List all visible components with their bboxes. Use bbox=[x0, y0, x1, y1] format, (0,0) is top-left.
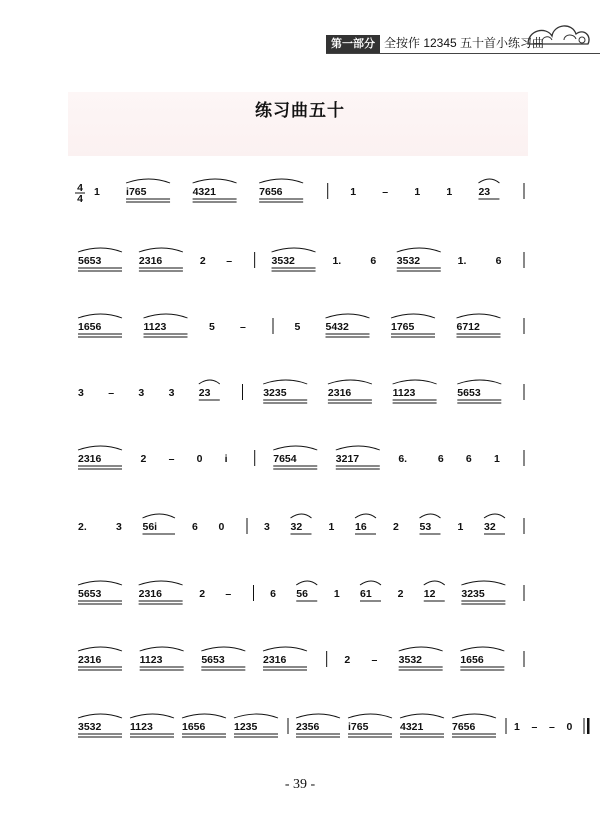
note-group: 6 bbox=[192, 521, 198, 533]
slur bbox=[355, 514, 376, 518]
slur bbox=[78, 714, 122, 718]
note-group: 2 bbox=[199, 588, 206, 600]
note-group: 1 bbox=[350, 186, 357, 198]
note-group: 2316 bbox=[78, 654, 102, 666]
note-group: 1 bbox=[333, 588, 340, 600]
note-group: 1656 bbox=[460, 654, 484, 666]
slur bbox=[291, 514, 312, 518]
note-group: 5653 bbox=[457, 387, 481, 399]
note-group: 5653 bbox=[78, 255, 102, 267]
note-group: 1123 bbox=[130, 721, 153, 733]
slur bbox=[272, 248, 316, 252]
slur bbox=[296, 714, 340, 718]
slur bbox=[139, 581, 183, 585]
slur bbox=[193, 179, 237, 183]
note-group: 1 bbox=[414, 186, 421, 198]
note-group: 1123 bbox=[392, 387, 416, 399]
note-group: 7656 bbox=[452, 721, 476, 733]
note-group: 4321 bbox=[192, 186, 216, 198]
note-group: 3532 bbox=[398, 654, 423, 666]
note-group: 3532 bbox=[271, 255, 295, 267]
slur bbox=[259, 179, 303, 183]
note-group: 1 bbox=[328, 521, 335, 533]
slur bbox=[143, 514, 176, 518]
note-group: 1765 bbox=[391, 321, 415, 333]
slur bbox=[144, 314, 188, 318]
note-group: 1 bbox=[514, 721, 520, 733]
slur bbox=[336, 446, 380, 450]
note-group: 1 bbox=[446, 186, 453, 198]
time-signature-top: 4 bbox=[77, 182, 83, 194]
note-group: – bbox=[371, 654, 378, 666]
note-group: 12 bbox=[423, 588, 436, 600]
note-group: 6 bbox=[495, 255, 502, 267]
slur bbox=[78, 314, 122, 318]
slur bbox=[201, 647, 245, 651]
note-group: – bbox=[168, 453, 175, 465]
note-group: 2 bbox=[397, 588, 404, 600]
slur bbox=[140, 647, 184, 651]
time-signature-bottom: 4 bbox=[77, 193, 83, 205]
note-group: 6 bbox=[270, 588, 276, 600]
slur bbox=[326, 314, 370, 318]
note-group: 7656 bbox=[259, 186, 283, 198]
slur bbox=[397, 248, 441, 252]
note-group: 1 bbox=[457, 521, 464, 533]
note-group: 6 bbox=[465, 453, 472, 465]
note-group: 16 bbox=[355, 521, 367, 533]
note-group: 1123 bbox=[143, 321, 167, 333]
note-group: 53 bbox=[419, 521, 432, 533]
note-group: 3217 bbox=[335, 453, 360, 465]
note-group: 2316 bbox=[327, 387, 352, 399]
slur bbox=[234, 714, 278, 718]
slur bbox=[182, 714, 226, 718]
note-group: i765 bbox=[348, 721, 369, 733]
note-group: 23 bbox=[198, 387, 211, 399]
note-group: 6 bbox=[370, 255, 377, 267]
note-group: 3235 bbox=[263, 387, 287, 399]
note-group: 2 bbox=[393, 521, 399, 533]
note-group: 3 bbox=[138, 387, 145, 399]
note-group: 6 bbox=[437, 453, 444, 465]
note-group: 6. bbox=[398, 453, 408, 465]
slur bbox=[78, 581, 122, 585]
slur bbox=[296, 581, 317, 585]
note-group: 2 bbox=[199, 255, 206, 267]
slur bbox=[457, 314, 501, 318]
note-group: – bbox=[549, 721, 555, 733]
slur bbox=[452, 714, 496, 718]
note-group: i765 bbox=[126, 186, 147, 198]
note-group: 61 bbox=[360, 588, 372, 600]
note-group: 2356 bbox=[296, 721, 320, 733]
note-group: 5653 bbox=[201, 654, 225, 666]
note-group: 5 bbox=[294, 321, 301, 333]
note-group: 7654 bbox=[273, 453, 297, 465]
note-group: – bbox=[225, 588, 232, 600]
running-header-title: 全按作 12345 五十首小练习曲 bbox=[384, 36, 545, 50]
note-group: 0 bbox=[218, 521, 225, 533]
note-group: 1656 bbox=[182, 721, 206, 733]
slur bbox=[126, 179, 170, 183]
slur bbox=[457, 380, 501, 384]
slur bbox=[391, 314, 435, 318]
part-badge: 第一部分 bbox=[326, 35, 380, 53]
note-group: 1235 bbox=[234, 721, 258, 733]
note-group: 2316 bbox=[78, 453, 102, 465]
note-group: 5653 bbox=[78, 588, 102, 600]
slur bbox=[478, 179, 499, 183]
slur bbox=[461, 581, 505, 585]
slur bbox=[460, 647, 504, 651]
slur bbox=[399, 647, 443, 651]
note-group: 2. bbox=[78, 521, 87, 533]
note-group: 56i bbox=[142, 521, 158, 533]
note-group: 3532 bbox=[396, 255, 421, 267]
note-group: 2 bbox=[140, 453, 147, 465]
slur bbox=[78, 248, 122, 252]
slur bbox=[139, 248, 183, 252]
note-group: – bbox=[108, 387, 115, 399]
note-group: 2316 bbox=[138, 255, 163, 267]
slur bbox=[328, 380, 372, 384]
slur bbox=[199, 380, 220, 384]
note-group: 1. bbox=[332, 255, 342, 267]
note-group: 4321 bbox=[400, 721, 424, 733]
slur bbox=[484, 514, 505, 518]
note-group: 1656 bbox=[78, 321, 102, 333]
note-group: i bbox=[224, 453, 228, 465]
note-group: – bbox=[240, 321, 246, 333]
note-group: – bbox=[226, 255, 233, 267]
page-title: 练习曲五十 bbox=[255, 101, 345, 121]
slur bbox=[424, 581, 445, 585]
note-group: 3532 bbox=[78, 721, 102, 733]
note-group: 1 bbox=[94, 186, 100, 198]
slur bbox=[130, 714, 174, 718]
slur bbox=[78, 446, 122, 450]
note-group: – bbox=[531, 721, 538, 733]
note-group: 0 bbox=[566, 721, 573, 733]
slur bbox=[360, 581, 381, 585]
note-group: 3 bbox=[168, 387, 175, 399]
note-group: 3 bbox=[264, 521, 270, 533]
note-group: 1123 bbox=[139, 654, 163, 666]
note-group: 3235 bbox=[461, 588, 485, 600]
note-group: 5432 bbox=[325, 321, 349, 333]
note-group: 2316 bbox=[138, 588, 162, 600]
final-barline-thick bbox=[587, 718, 590, 734]
slur bbox=[400, 714, 444, 718]
slur bbox=[263, 647, 307, 651]
note-group: 6712 bbox=[456, 321, 480, 333]
note-group: 32 bbox=[290, 521, 303, 533]
page-number: - 39 - bbox=[284, 777, 316, 792]
note-group: 0 bbox=[196, 453, 203, 465]
note-group: 2 bbox=[344, 654, 351, 666]
slur bbox=[348, 714, 392, 718]
note-group: 3 bbox=[78, 387, 84, 399]
note-group: 3 bbox=[116, 521, 122, 533]
slur bbox=[273, 446, 317, 450]
note-group: 23 bbox=[478, 186, 491, 198]
note-group: 1 bbox=[493, 453, 500, 465]
note-group: 1. bbox=[457, 255, 467, 267]
slur bbox=[78, 647, 122, 651]
slur bbox=[263, 380, 307, 384]
slur bbox=[420, 514, 441, 518]
note-group: 56 bbox=[296, 588, 308, 600]
note-group: 2316 bbox=[263, 654, 287, 666]
slur bbox=[393, 380, 437, 384]
note-group: 5 bbox=[209, 321, 215, 333]
note-group: 32 bbox=[484, 521, 496, 533]
note-group: – bbox=[382, 186, 389, 198]
